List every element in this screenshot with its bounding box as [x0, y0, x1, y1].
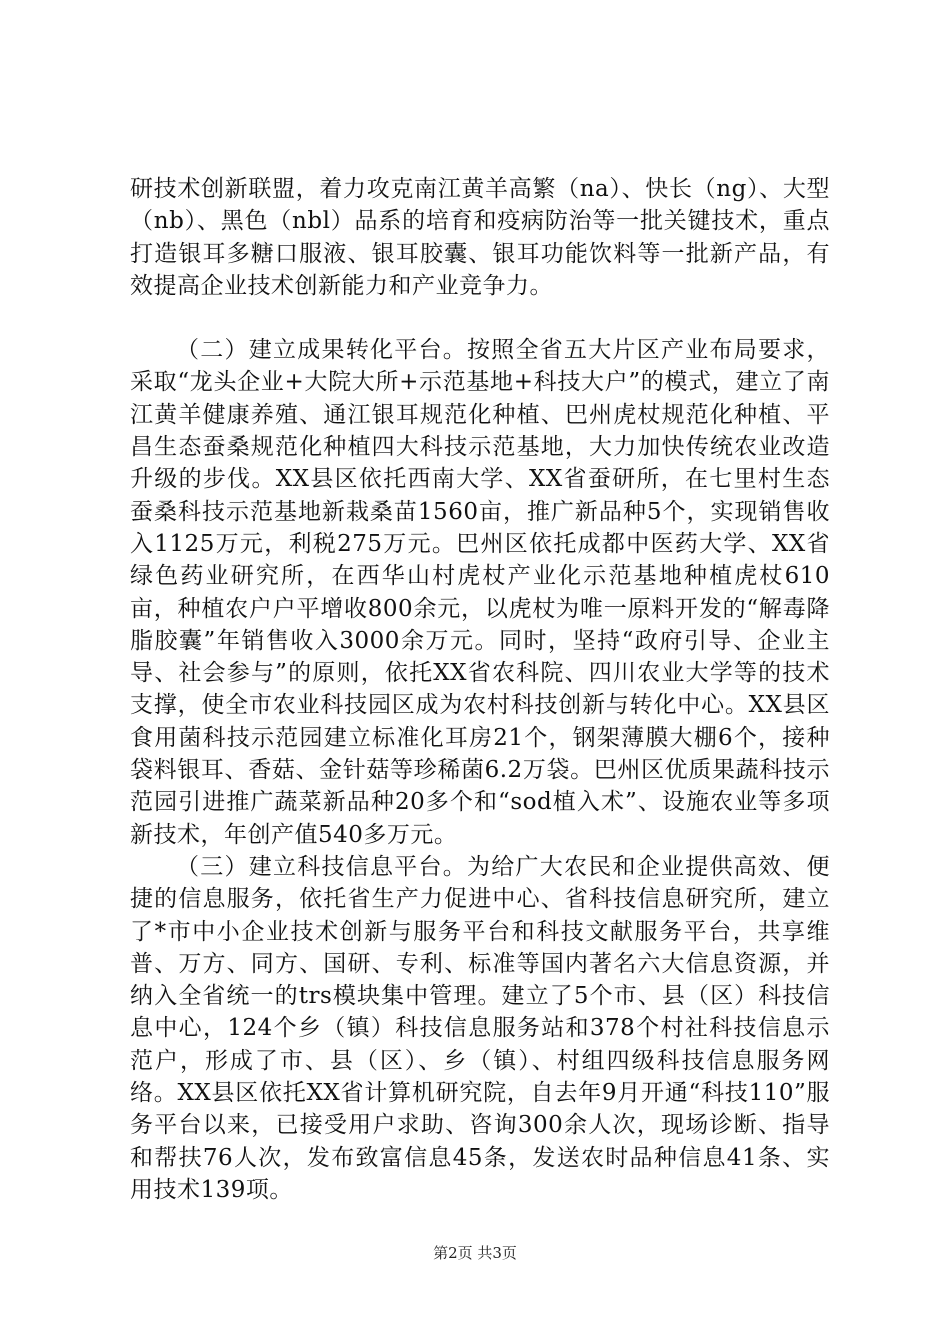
paragraph-achievement-platform: （二）建立成果转化平台。按照全省五大片区产业布局要求，采取“龙头企业+大院大所+示范基地+科技大户”的模式，建立了南江黄羊健康养殖、通江银耳规范化种植、巴州虎杖规范化种植、平昌生态蚕桑规范化种植四大科技示范基地，大力加快传统农业改造升级的步伐。XX县区依托西南大学、XX省蚕研所，在七里村生态蚕桑科技示范基地新栽桑苗1560亩，推广新品种5个，实现销售收入1125万元，利税275万元。巴州区依托成都中医药大学、XX省绿色药业研究所，在西华山村虎杖产业化示范基地种植虎杖610亩，种植农户户平增收800余元，以虎杖为唯一原料开发的“解毒降脂胶囊”年销售收入3000余万元。同时，坚持“政府引导、企业主导、社会参与”的原则，依托XX省农科院、四川农业大学等的技术支撑，使全市农业科技园区成为农村科技创新与转化中心。XX县区食用菌科技示范园建立标准化耳房21个，钢架薄膜大棚6个，接种袋料银耳、香菇、金针菇等珍稀菌6.2万袋。巴州区优质果蔬科技示范园引进推广蔬菜新品种20多个和“sod植入术”、设施农业等多项新技术，年创产值540多万元。 [130, 337, 830, 848]
paragraph-continuation: 研技术创新联盟，着力攻克南江黄羊高繁（na）、快长（ng）、大型（nb）、黑色（nbl）品系的培育和疫病防治等一批关键技术，重点打造银耳多糖口服液、银耳胶囊、银耳功能饮料等一批新产品，有效提高企业技术创新能力和产业竞争力。 [130, 176, 830, 299]
paragraph-info-platform: （三）建立科技信息平台。为给广大农民和企业提供高效、便捷的信息服务，依托省生产力促进中心、省科技信息研究所，建立了*市中小企业技术创新与服务平台和科技文献服务平台，共享维普、万方、同方、国研、专利、标准等国内著名六大信息资源，并纳入全省统一的trs模块集中管理。建立了5个市、县（区）科技信息中心，124个乡（镇）科技信息服务站和378个村社科技信息示范户，形成了市、县（区）、乡（镇）、村组四级科技信息服务网络。XX县区依托XX省计算机研究院，自去年9月开通“科技110”服务平台以来，已接受用户求助、咨询300余人次，现场诊断、指导和帮扶76人次，发布致富信息45条，发送农时品种信息41条、实用技术139项。 [130, 853, 830, 1203]
page-number-footer: 第2页 共3页 [433, 1244, 517, 1262]
document-body [130, 173, 830, 1206]
paragraph-gap [130, 302, 830, 334]
